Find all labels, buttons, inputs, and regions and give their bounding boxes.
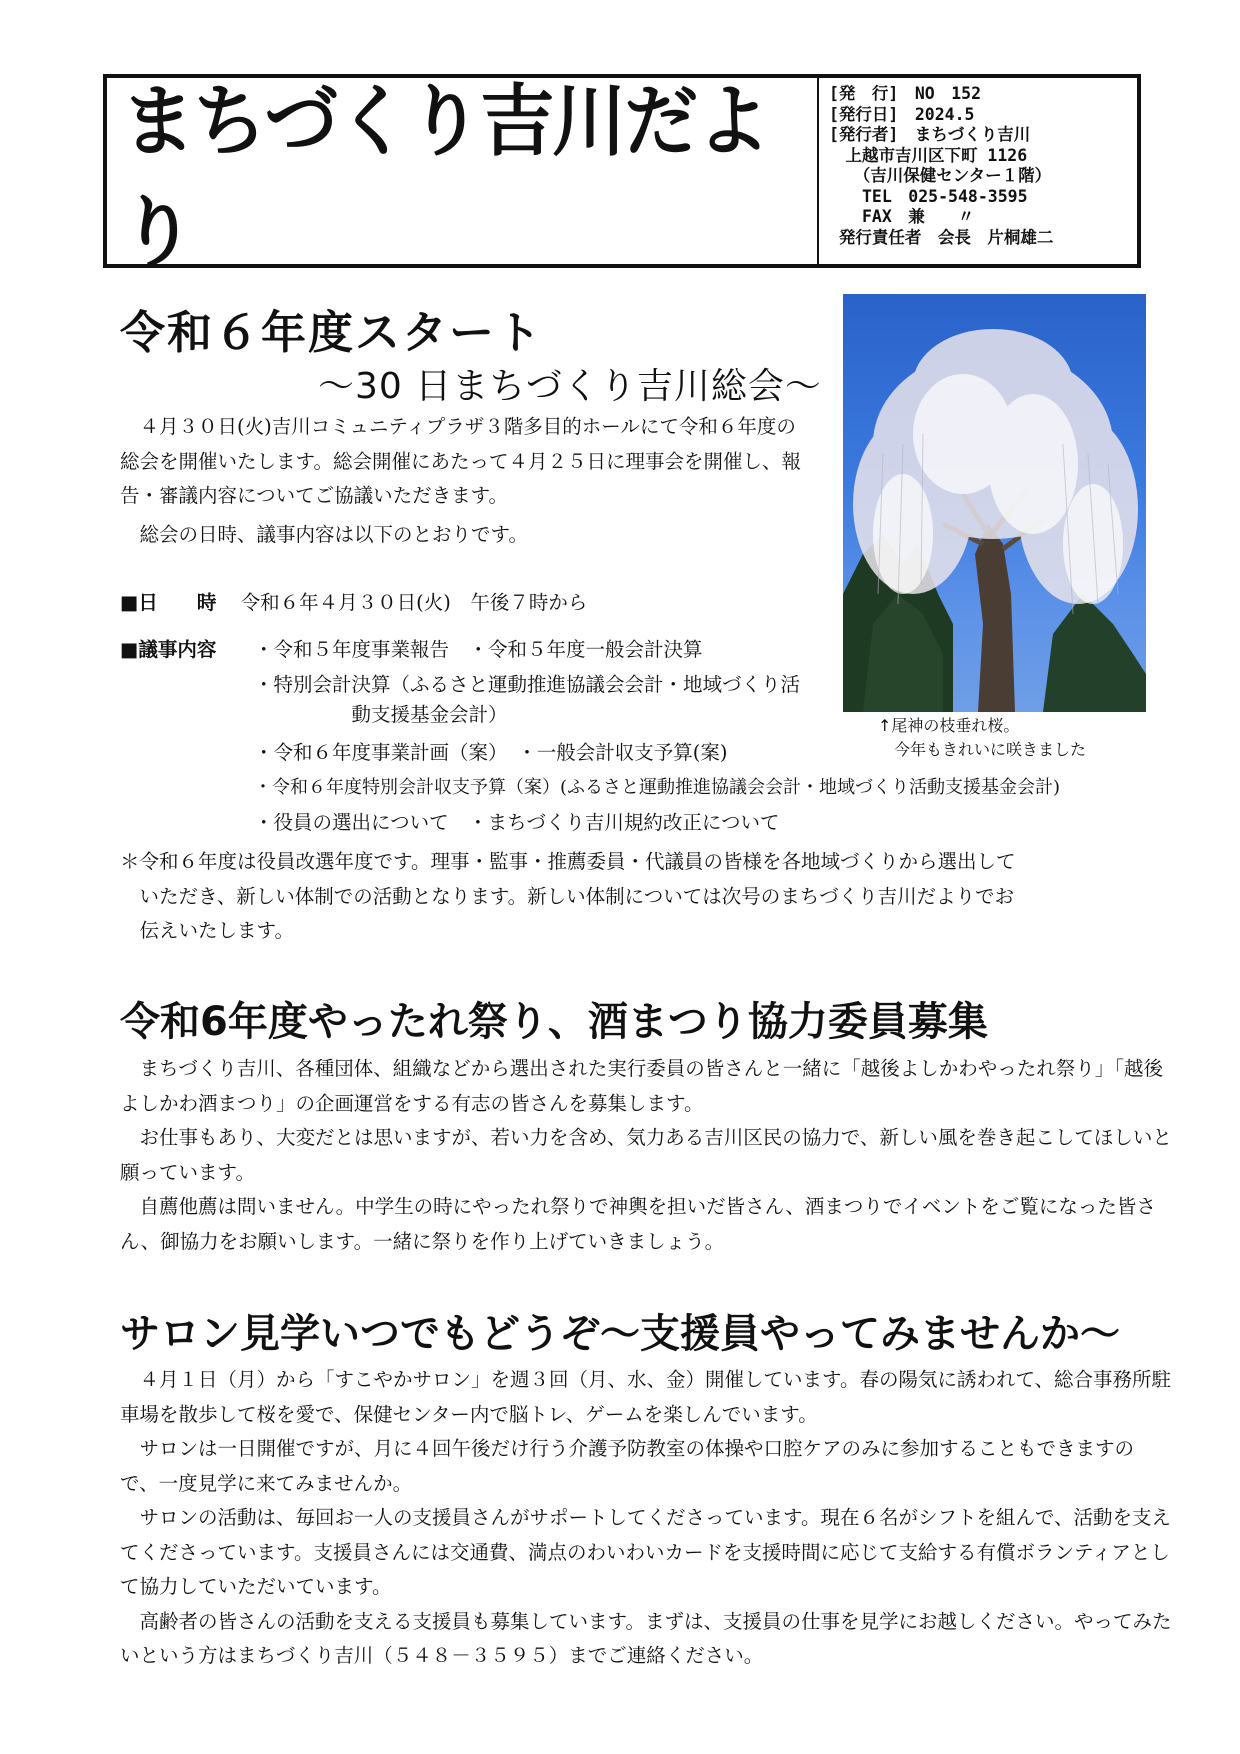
schedule-value: 令和６年４月３０日(火) 午後７時から [240,591,588,614]
agenda-item: ・令和６年度事業計画（案） ・一般会計収支予算(案) [254,741,728,764]
schedule-label: ■日 時 [120,591,217,614]
section2-title: 令和6年度やったれ祭り、酒まつり協力委員募集 [120,999,988,1045]
info-publisher: [発行者] まちづくり吉川 [829,125,1031,144]
note-line: いただき、新しい体制での活動となります。新しい体制については次号のまちづくり吉川だよりでお [120,884,1015,908]
section3-body [120,1363,1172,1674]
section3-paragraph: 高齢者の皆さんの活動を支える支援員も募集しています。まずは、支援員の仕事を見学にお越しください。やってみたいという方はまちづくり吉川（５４８－３５９５）までご連絡ください。 [120,1609,1172,1667]
section1-title: 令和６年度スタート [120,306,544,359]
section1-paragraph: 総会の日時、議事内容は以下のとおりです。 [139,522,528,546]
cherry-tree-illustration [843,294,1146,712]
info-date: [発行日] 2024.5 [829,104,975,124]
agenda-item: ・令和５年度事業報告 ・令和５年度一般会計決算 [254,638,703,661]
photo-caption [878,714,1086,762]
note-line: ＊令和６年度は役員改選年度です。理事・監事・推薦委員・代議員の皆様を各地域づくりから選出して [120,850,1016,873]
agenda-item: 動支援基金会計） [254,703,508,726]
cherry-tree-photo [843,294,1146,712]
caption-line: ↑尾神の枝垂れ桜。 [878,716,1020,735]
section3-paragraph: ４月１日（月）から「すこやかサロン」を週３回（月、水、金）開催しています。春の陽気に誘われて、総合事務所駐車場を散歩して桜を愛で、保健センター内で脳トレ、ゲームを楽しんでいます。 [120,1368,1172,1426]
agenda-item: ・特別会計決算（ふるさと運動推進協議会会計・地域づくり活 [254,673,801,696]
newsletter-title-box [107,76,819,279]
officer-election-note [120,845,1170,949]
section2-body [120,1052,1172,1259]
section3-title: サロン見学いつでもどうぞ～支援員やってみませんか～ [120,1311,1120,1357]
agenda-item: ・令和６年度特別会計収支予算（案）(ふるさと運動推進協議会会計・地域づくり活動支援基金会計) [254,777,1061,798]
section2-paragraph: お仕事もあり、大変だとは思いますが、若い力を含め、気力ある吉川区民の協力で、新しい風を巻き起こしてほしいと願っています。 [120,1126,1172,1184]
section3-paragraph: サロンは一日開催ですが、月に４回午後だけ行う介護予防教室の体操や口腔ケアのみに参加することもできますので、一度見学に来てみませんか。 [120,1437,1135,1495]
section1-body [120,410,810,552]
info-responsible: 発行責任者 会長 片桐雄二 [829,227,1054,247]
agenda-item: ・役員の選出について ・まちづくり吉川規約改正について [254,811,780,834]
info-address: 上越市吉川区下町 1126 [829,145,1028,165]
section1-subtitle: ～30 日まちづくり吉川総会～ [318,366,822,407]
agenda-label: ■議事内容 [120,638,217,661]
section1-paragraph: ４月３０日(火)吉川コミュニティプラザ３階多目的ホールにて令和６年度の総会を開催いたします。総会開催にあたって４月２５日に理事会を開催し、報告・審議内容についてご協議いただきます。 [120,415,801,507]
masthead [103,74,1141,279]
publication-info [819,78,1137,264]
newsletter-title: まちづくり吉川だより [121,76,769,279]
info-issue: [発 行] NO 152 [829,84,982,103]
section3-paragraph: サロンの活動は、毎回お一人の支援員さんがサポートしてくださっています。現在６名がシフトを組んで、活動を支えてくださっています。支援員さんには交通費、満点のわいわいカードを支援時間に応じて支給する有償ボランティアとして協力していただいています。 [120,1506,1172,1598]
info-fax: FAX 兼 〃 [829,207,975,226]
section2-paragraph: まちづくり吉川、各種団体、組織などから選出された実行委員の皆さんと一緒に「越後よしかわやったれ祭り」「越後よしかわ酒まつり」の企画運営をする有志の皆さんを募集します。 [120,1057,1164,1115]
info-tel: TEL 025-548-3595 [829,186,1028,206]
section2-paragraph: 自薦他薦は問いません。中学生の時にやったれ祭りで神輿を担いだ皆さん、酒まつりでイベントをご覧になった皆さん、御協力をお願いします。一緒に祭りを作り上げていきましょう。 [120,1195,1156,1253]
caption-line: 今年もきれいに咲きました [878,740,1087,759]
note-line: 伝えいたします。 [120,919,294,942]
info-building: （吉川保健センター１階） [829,166,1052,185]
